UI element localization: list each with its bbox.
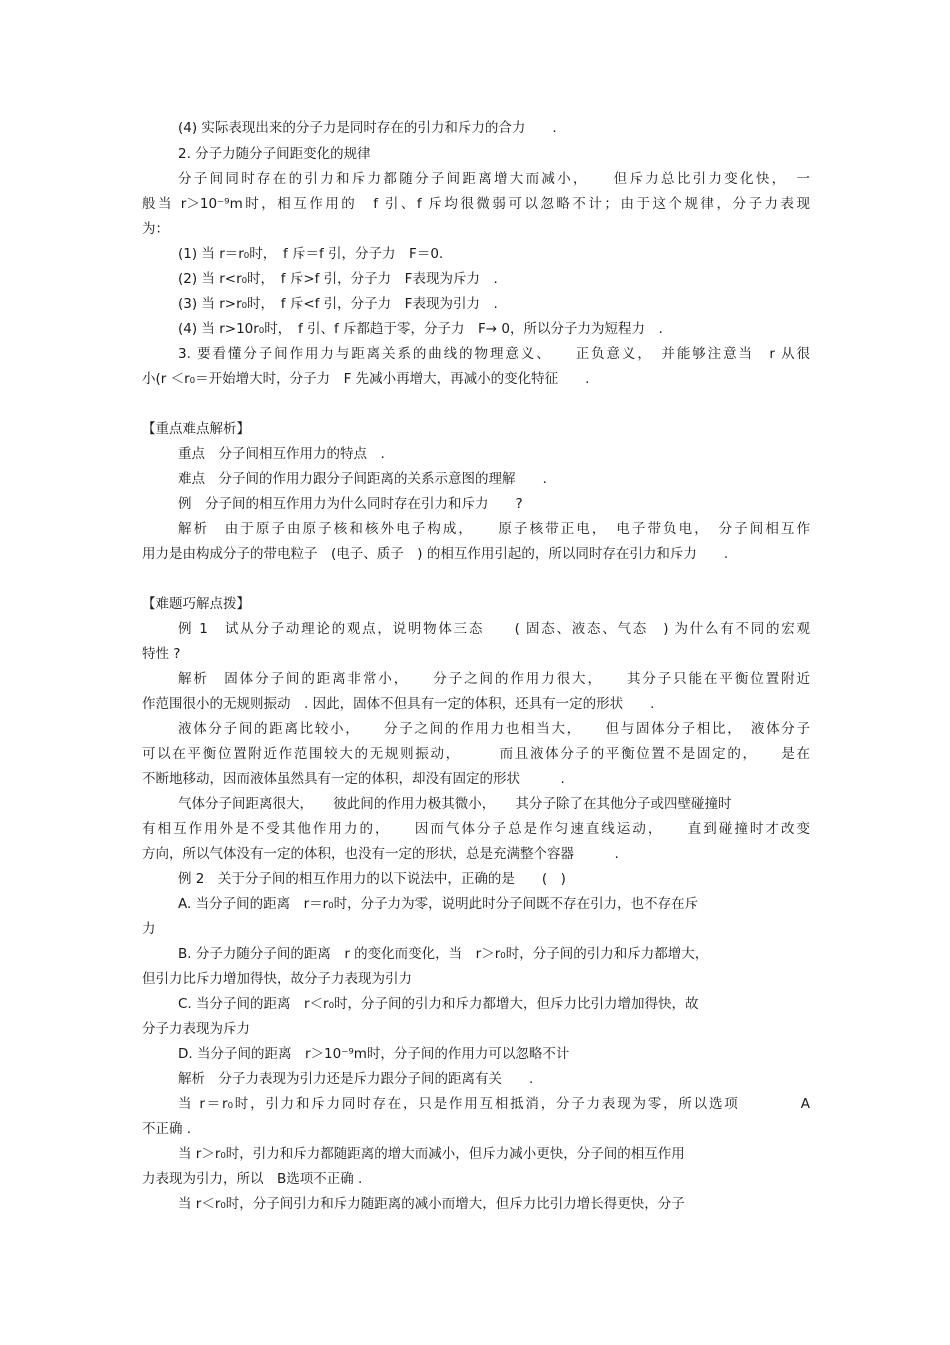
text-line: 特性 ? (142, 646, 181, 662)
text-line: (4) 当 r>10r₀时， f 引、f 斥都趋于零，分子力 F→ 0，所以分子力为短程力 . (178, 321, 663, 337)
option-b: B. 分子力随分子间的距离 r 的变化而变化，当 r＞r₀时，分子间的引力和斥力都增大， (178, 946, 709, 962)
text-line: 小(r ＜r₀＝开始增大时，分子力 F 先减小再增大，再减小的变化特征 . (142, 371, 590, 387)
text-line: 当 r＞r₀时，引力和斥力都随距离的增大而减小，但斥力减小更快，分子间的相互作用 (178, 1146, 685, 1162)
text-line: 分子间同时存在的引力和斥力都随分子间距离增大而减小， 但斥力总比引力变化快， 一 (178, 171, 810, 187)
text-line: (2) 当 r<r₀时， f 斥>f 引，分子力 F表现为斥力 . (178, 271, 498, 287)
text-line: 但引力比斥力增加得快，故分子力表现为引力 (142, 971, 412, 987)
text-line: 用力是由构成分子的带电粒子 (电子、质子 ) 的相互作用引起的，所以同时存在引力和斥力 . (142, 546, 729, 562)
text-line: 解析 固体分子间的距离非常小， 分子之间的作用力很大， 其分子只能在平衡位置附近 (178, 671, 810, 687)
text-line: (3) 当 r>r₀时， f 斥<f 引，分子力 F表现为引力 . (178, 296, 498, 312)
text-line: 力 (142, 921, 156, 937)
text-line: 有相互作用外是不受其他作用力的， 因而气体分子总是作匀速直线运动， 直到碰撞时才改变 (142, 821, 810, 837)
option-a: A. 当分子间的距离 r＝r₀时，分子力为零，说明此时分子间既不存在引力，也不存在斥 (178, 896, 699, 912)
text-line: 力表现为引力，所以 B选项不正确 . (142, 1171, 363, 1187)
text-line: 解析 分子力表现为引力还是斥力跟分子间的距离有关 . (178, 1071, 534, 1087)
text-line: 例 2 关于分子间的相互作用力的以下说法中，正确的是 ( ) (178, 871, 566, 887)
section-heading: 2. 分子力随分子间距变化的规律 (178, 146, 371, 162)
text-line: 例 分子间的相互作用力为什么同时存在引力和斥力 ? (178, 496, 523, 512)
text-line: 3. 要看懂分子间作用力与距离关系的曲线的物理意义、 正负意义， 并能够注意当 r 从很 (178, 346, 810, 362)
text-line: 当 r＝r₀时，引力和斥力同时存在，只是作用互相抵消，分子力表现为零，所以选项 A (178, 1096, 810, 1112)
text-line: 不断地移动，因而液体虽然具有一定的体积，却没有固定的形状 . (142, 771, 565, 787)
section-heading: 【难题巧解点拨】 (142, 596, 250, 612)
text-line: 重点 分子间相互作用力的特点 . (178, 446, 385, 462)
text-line: 当 r＜r₀时，分子间引力和斥力随距离的减小而增大，但斥力比引力增长得更快，分子 (178, 1196, 685, 1212)
section-heading: 【重点难点解析】 (142, 421, 250, 437)
option-c: C. 当分子间的距离 r＜r₀时，分子间的引力和斥力都增大，但斥力比引力增加得快，故 (178, 996, 699, 1012)
text-line: 般当 r＞10⁻⁹m时，相互作用的 f 引、f 斥均很微弱可以忽略不计；由于这个规律，分子力表现 (142, 196, 810, 212)
text-line: 分子力表现为斥力 (142, 1021, 250, 1037)
text-line: 例 1 试从分子动理论的观点，说明物体三态 ( 固态、液态、气态 ) 为什么有不同的宏观 (178, 621, 810, 637)
text-line: 方向，所以气体没有一定的体积，也没有一定的形状，总是充满整个容器 . (142, 846, 619, 862)
text-line: 可以在平衡位置附近作范围较大的无规则振动， 而且液体分子的平衡位置不是固定的， 是在 (142, 746, 810, 762)
text-line: 气体分子间距离很大， 彼此间的作用力极其微小， 其分子除了在其他分子或四壁碰撞时 (178, 796, 732, 812)
text-line: (4) 实际表现出来的分子力是同时存在的引力和斥力的合力 . (178, 120, 557, 136)
text-line: (1) 当 r＝r₀时， f 斥＝f 引，分子力 F＝0. (178, 246, 444, 262)
text-line: 不正确 . (142, 1121, 192, 1137)
text-line: 作范围很小的无规则振动 . 因此，固体不但具有一定的体积，还具有一定的形状 . (142, 696, 655, 712)
text-line: 难点 分子间的作用力跟分子间距离的关系示意图的理解 . (178, 471, 547, 487)
text-line: 为： (142, 221, 169, 237)
text-line: 解析 由于原子由原子核和核外电子构成， 原子核带正电， 电子带负电， 分子间相互作 (178, 521, 810, 537)
text-line: 液体分子间的距离比较小， 分子之间的作用力也相当大， 但与固体分子相比， 液体分子 (178, 721, 810, 737)
option-d: D. 当分子间的距离 r＞10⁻⁹m时，分子间的作用力可以忽略不计 (178, 1046, 570, 1062)
